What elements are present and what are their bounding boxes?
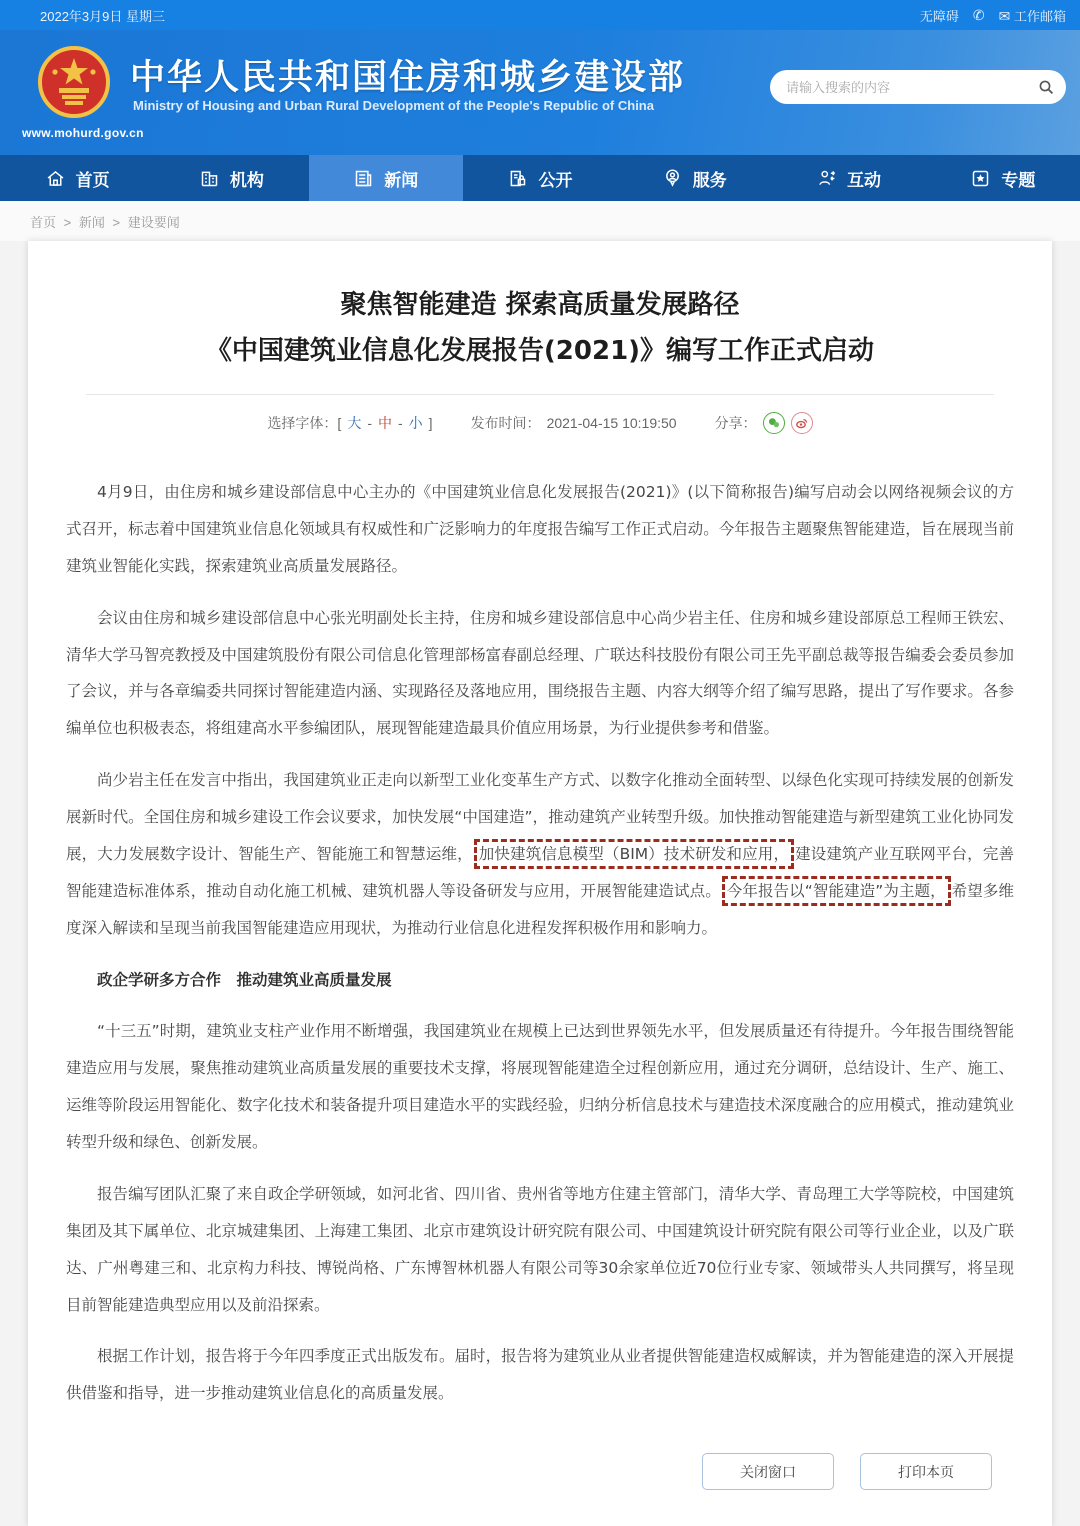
paragraph-6: 根据工作计划，报告将于今年四季度正式出版发布。届时，报告将为建筑业从业者提供智能建造权威解读，并为智能建造的深入开展提供借鉴和指导，进一步推动建筑业信息化的高质量发展。 [66, 1347, 1014, 1403]
breadcrumb-separator: > [63, 215, 72, 230]
footer-buttons [60, 1427, 1020, 1500]
weibo-share-icon[interactable] [791, 412, 813, 434]
interaction-icon [816, 168, 837, 189]
topics-icon [970, 168, 991, 189]
breadcrumb [0, 201, 1080, 241]
font-size-large[interactable]: 大 [347, 415, 362, 431]
search-box[interactable] [770, 70, 1066, 104]
paragraph-1: 4月9日，由住房和城乡建设部信息中心主办的《中国建筑业信息化发展报告(2021)》(以下简称报告)编写启动会以网络视频会议的方式召开，标志着中国建筑业信息化领域具有权威性和广泛影响力的年度报告编写工作正式启动。今年报告主题聚焦智能建造，旨在展现当前建筑业智能化实践，探索建筑业高质量发展路径。 [66, 483, 1014, 575]
paragraph-4: “十三五”时期，建筑业支柱产业作用不断增强，我国建筑业在规模上已达到世界领先水平，但发展质量还有待提升。今年报告围绕智能建造应用与发展，聚焦推动建筑业高质量发展的重要技术支撑，将展现智能建造全过程创新应用，通过充分调研，总结设计、生产、施工、运维等阶段运用智能化、数字化技术和装备提升项目建造水平的实践经验，归纳分析信息技术与建造技术深度融合的应用模式，推动建筑业转型升级和绿色、创新发展。 [66, 1022, 1014, 1151]
font-size-medium[interactable]: 中 [378, 415, 392, 431]
top-utility-bar [0, 0, 1080, 30]
disclosure-icon [507, 168, 528, 189]
annotation-box-bim: 加快建筑信息模型（BIM）技术研发和应用， [474, 839, 794, 869]
service-icon [662, 168, 683, 189]
nav-item-disclosure[interactable]: 公开 [463, 155, 617, 201]
font-size-small[interactable]: 小 [408, 415, 423, 431]
article-title [60, 283, 1020, 374]
mail-icon: ✉ [998, 7, 1011, 24]
article-title-line2: 《中国建筑业信息化发展报告(2021)》编写工作正式启动 [205, 335, 875, 366]
nav-item-topics[interactable]: 专题 [926, 155, 1080, 201]
site-url: www.mohurd.gov.cn [22, 126, 144, 140]
search-input[interactable] [786, 80, 1038, 95]
site-subtitle: Ministry of Housing and Urban Rural Development of the People's Republic of China [133, 98, 654, 113]
paragraph-3: 尚少岩主任在发言中指出，我国建筑业正走向以新型工业化变革生产方式、以数字化推动全面转型、以绿色化实现可持续发展的创新发展新时代。全国住房和城乡建设工作会议要求，加快发展“中国建造”，推动建筑产业转型升级。加快推动智能建造与新型建筑工业化协同发展，大力发展数字设计、智能生产、智能施工和智慧运维， 加快建筑信息模型（BIM）技术研发和应用， 建设建筑产业互联网平台，完善智能建造标准体系，推动自动化施工机械、建筑机器人等设备研发与应用，开展智能建造试点。 今年报告以“智能建造”为主题， 希望多维度深入解读和呈现当前我国智能建造应用现状，为推动行业信息化进程发挥积极作用和影响力。 [66, 771, 1014, 937]
accessibility-link[interactable]: 无障碍 [919, 8, 959, 24]
publish-time: 2021-04-15 10:19:50 [546, 415, 677, 431]
breadcrumb-news[interactable]: 新闻 [78, 215, 105, 230]
section-subheading: 政企学研多方合作 推动建筑业高质量发展 [97, 970, 392, 989]
work-mail-link[interactable]: ✉ 工作邮箱 [998, 7, 1066, 24]
title-divider [86, 394, 994, 395]
article-title-line1: 聚焦智能建造 探索高质量发展路径 [340, 290, 740, 320]
article-meta: 选择字体：[ 大 - 中 - 小 ] 发布时间： 2021-04-15 10:19:50 分享： [60, 412, 1020, 434]
share-label: 分享： [714, 415, 757, 431]
nav-item-home[interactable]: 首页 [0, 155, 154, 201]
font-select-label: 选择字体：[ [267, 415, 342, 431]
content-area [0, 201, 1080, 1526]
paragraph-5: 报告编写团队汇聚了来自政企学研领域，如河北省、四川省、贵州省等地方住建主管部门，清华大学、青岛理工大学等院校，中国建筑集团及其下属单位、北京城建集团、上海建工集团、北京市建筑设计研究院有限公司、中国建筑设计研究院有限公司等行业企业，以及广联达、广州粤建三和、北京构力科技、博锐尚格、广东博智林机器人有限公司等30余家单位近70位行业专家、领域带头人共同撰写，将呈现目前智能建造典型应用以及前沿探索。 [66, 1184, 1014, 1314]
annotation-box-theme: 今年报告以“智能建造”为主题， [722, 876, 951, 906]
nav-item-interaction[interactable]: 互动 [771, 155, 925, 201]
news-icon [353, 168, 374, 189]
print-page-button[interactable]: 打印本页 [860, 1453, 992, 1490]
main-nav [0, 155, 1080, 201]
close-window-button[interactable]: 关闭窗口 [702, 1453, 834, 1490]
china-national-emblem [36, 42, 112, 126]
breadcrumb-home[interactable]: 首页 [30, 215, 57, 230]
article-body [60, 474, 1020, 1427]
organization-icon [199, 168, 220, 189]
nav-item-news[interactable]: 新闻 [309, 155, 463, 201]
nav-item-service[interactable]: 服务 [617, 155, 771, 201]
search-icon[interactable] [1038, 79, 1054, 95]
current-date: 2022年3月9日 星期三 [40, 8, 165, 24]
breadcrumb-section[interactable]: 建设要闻 [127, 215, 180, 230]
site-header [0, 30, 1080, 155]
paragraph-2: 会议由住房和城乡建设部信息中心张光明副处长主持，住房和城乡建设部信息中心尚少岩主任、住房和城乡建设部原总工程师王铁宏、清华大学马智亮教授及中国建筑股份有限公司信息化管理部杨富春副总经理、广联达科技股份有限公司王先平副总裁等报告编委会委员参加了会议，并与各章编委共同探讨智能建造内涵、实现路径及落地应用，围绕报告主题、内容大纲等介绍了编写思路，提出了写作要求。各参编单位也积极表态，将组建高水平参编团队，展现智能建造最具价值应用场景，为行业提供参考和借鉴。 [66, 608, 1014, 738]
home-icon [45, 168, 66, 189]
nav-item-org[interactable]: 机构 [154, 155, 308, 201]
publish-time-label: 发布时间： [470, 415, 541, 431]
breadcrumb-separator: > [112, 215, 121, 230]
article-card [28, 241, 1052, 1526]
wechat-share-icon[interactable] [763, 412, 785, 434]
phone-icon[interactable]: ✆ [972, 7, 985, 23]
site-title: 中华人民共和国住房和城乡建设部 [130, 58, 686, 98]
